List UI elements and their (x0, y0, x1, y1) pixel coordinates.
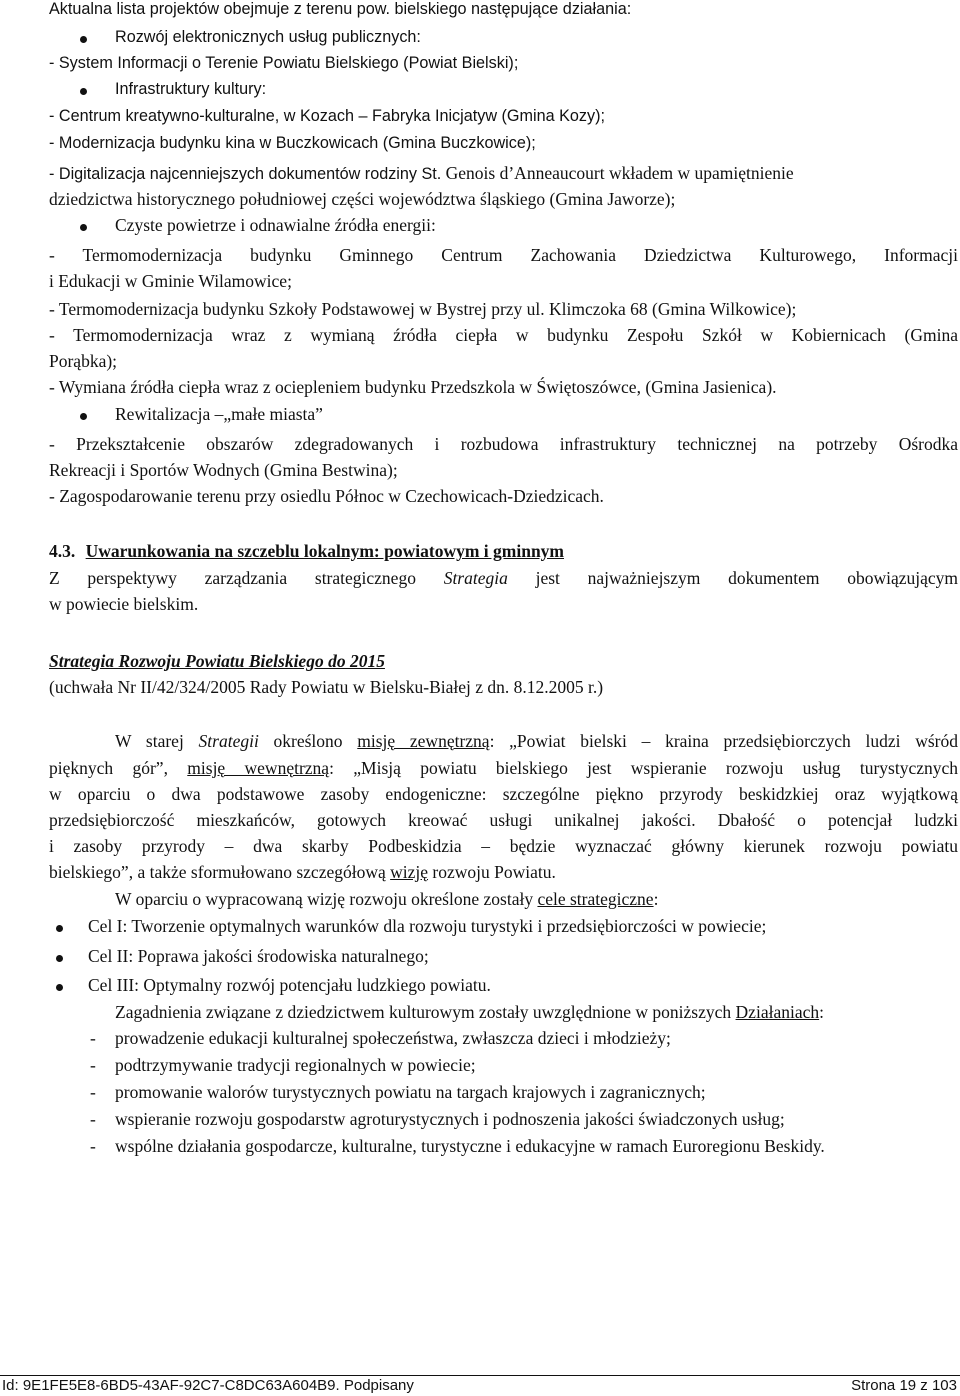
text-run: określono (258, 731, 358, 751)
paragraph-line: przedsiębiorczość mieszkańców, gotowych kreować usługi unikalnej jakości. Dbałość o potencjał ludzki (49, 810, 958, 830)
project-line (49, 160, 958, 186)
text-run: W starej (115, 731, 199, 751)
section-paragraph-line: w powiecie bielskim. (49, 594, 199, 614)
category-culture: Infrastruktury kultury: (115, 80, 267, 98)
category-e-services: Rozwój elektronicznych usług publicznych: (115, 28, 421, 46)
text-run: Z perspektywy zarządzania strategicznego (49, 568, 444, 588)
intro-line: Aktualna lista projektów obejmuje z terenu pow. bielskiego następujące działania: (49, 0, 632, 18)
text-run: : (819, 1002, 824, 1022)
action-item: wspieranie rozwoju gospodarstw agroturystycznych i podnoszenia jakości świadczonych usług; (115, 1109, 785, 1129)
section-title: Uwarunkowania na szczeblu lokalnym: powiatowym i gminnym (85, 541, 565, 561)
project-line: - System Informacji o Terenie Powiatu Bielskiego (Powiat Bielski); (49, 54, 519, 72)
section-number: 4.3. (49, 541, 76, 561)
dash-marker: - (90, 1109, 96, 1129)
project-line: - Przekształcenie obszarów zdegradowanych i rozbudowa infrastruktury technicznej na potrzeby Ośrodka (49, 434, 958, 454)
text-run: pięknych gór”, (49, 758, 188, 778)
goal-item: Cel III: Optymalny rozwój potencjału ludzkiego powiatu. (88, 975, 491, 995)
section-heading (49, 538, 958, 564)
text-run: : (653, 889, 659, 909)
text-run: bielskiego”, a także sformułowano szczegółową (49, 862, 391, 882)
dash-marker: - (90, 1028, 96, 1048)
paragraph-line: w oparciu o dwa podstawowe zasoby endogeniczne: szczególne piękno przyrody beskidzkiej oraz wyjątkową (49, 784, 958, 804)
strategy-resolution: (uchwała Nr II/42/324/2005 Rady Powiatu w Bielsku-Białej z dn. 8.12.2005 r.) (49, 677, 604, 697)
text-run: : „Misją powiatu bielskiego jest wspieranie rozwoju usług turystycznych (329, 758, 959, 778)
bullet-icon (56, 925, 63, 932)
bullet-icon (80, 36, 87, 43)
project-line: i Edukacji w Gminie Wilamowice; (49, 271, 292, 291)
action-item: prowadzenie edukacji kulturalnej społeczeństwa, zwłaszcza dzieci i młodzieży; (115, 1028, 671, 1048)
category-clean-air: Czyste powietrze i odnawialne źródła energii: (115, 215, 436, 235)
paragraph-line (49, 859, 958, 885)
paragraph-line (115, 886, 958, 912)
text-run-underlined: misję zewnętrzną (357, 731, 490, 751)
project-line: - Termomodernizacja wraz z wymianą źródła ciepła w budynku Zespołu Szkół w Kobiernicach (Gmina (49, 325, 958, 345)
project-line-part: - Digitalizacja najcenniejszych dokumentów rodziny St. (49, 165, 442, 183)
bullet-icon (56, 955, 63, 962)
bullet-icon (80, 413, 87, 420)
text-run-italic: Strategia (443, 568, 508, 588)
text-run: rozwoju Powiatu. (428, 862, 556, 882)
paragraph-line (115, 728, 958, 754)
dash-marker: - (90, 1136, 96, 1156)
footer-page-number: Strona 19 z 103 (851, 1377, 957, 1394)
actions-intro (115, 999, 958, 1025)
project-line: - Zagospodarowanie terenu przy osiedlu Północ w Czechowicach-Dziedzicach. (49, 486, 604, 506)
project-line: dziedzictwa historycznego południowej części województwa śląskiego (Gmina Jaworze); (49, 189, 676, 209)
project-line: - Wymiana źródła ciepła wraz z ociepleniem budynku Przedszkola w Świętoszówce, (Gmina Jasienica). (49, 377, 777, 397)
text-run-italic: Strategii (198, 731, 259, 751)
action-item: promowanie walorów turystycznych powiatu na targach krajowych i zagranicznych; (115, 1082, 706, 1102)
dash-marker: - (90, 1082, 96, 1102)
project-line: - Centrum kreatywno-kulturalne, w Kozach – Fabryka Inicjatyw (Gmina Kozy); (49, 107, 605, 125)
text-run: Zagadnienia związane z dziedzictwem kulturowym zostały uwzględnione w poniższych (115, 1002, 736, 1022)
text-run-underlined: wizję (390, 862, 429, 882)
goal-item: Cel I: Tworzenie optymalnych warunków dla rozwoju turystyki i przedsiębiorczości w powiecie; (88, 916, 767, 936)
text-run-underlined: misję wewnętrzną (187, 758, 330, 778)
action-item: podtrzymywanie tradycji regionalnych w powiecie; (115, 1055, 476, 1075)
project-line-part: Genois d’Anneaucourt wkładem w upamiętnienie (445, 163, 794, 183)
footer-divider (0, 1375, 960, 1376)
text-run-underlined: Działaniach (735, 1002, 820, 1022)
goal-item: Cel II: Poprawa jakości środowiska naturalnego; (88, 946, 429, 966)
project-line: - Modernizacja budynku kina w Buczkowicach (Gmina Buczkowice); (49, 134, 536, 152)
project-line: - Termomodernizacja budynku Gminnego Centrum Zachowania Dziedzictwa Kulturowego, Informacji (49, 245, 958, 265)
bullet-icon (80, 88, 87, 95)
section-paragraph-line (49, 565, 958, 591)
paragraph-line (49, 755, 958, 781)
category-revitalization: Rewitalizacja –„małe miasta” (115, 404, 323, 424)
footer-document-id: Id: 9E1FE5E8-6BD5-43AF-92C7-C8DC63A604B9. Podpisany (2, 1377, 414, 1394)
strategy-title: Strategia Rozwoju Powiatu Bielskiego do 2015 (49, 651, 385, 671)
project-line: Rekreacji i Sportów Wodnych (Gmina Bestwina); (49, 460, 398, 480)
bullet-icon (56, 984, 63, 991)
text-run: : „Powiat bielski – kraina przedsiębiorczych ludzi wśród (489, 731, 958, 751)
project-line: - Termomodernizacja budynku Szkoły Podstawowej w Bystrej przy ul. Klimczoka 68 (Gmina Wilkowice); (49, 299, 797, 319)
paragraph-line: i zasoby przyrody – dwa skarby Podbeskidzia – będzie wyznaczać główny kierunek rozwoju powiatu (49, 836, 958, 856)
text-run: jest najważniejszym dokumentem obowiązującym (507, 568, 959, 588)
action-item: wspólne działania gospodarcze, kulturalne, turystyczne i edukacyjne w ramach Euroregionu Beskidy. (115, 1136, 825, 1156)
dash-marker: - (90, 1055, 96, 1075)
bullet-icon (80, 224, 87, 231)
text-run-underlined: cele strategiczne (537, 889, 654, 909)
text-run: W oparciu o wypracowaną wizję rozwoju określone zostały (115, 889, 538, 909)
project-line: Porąbka); (49, 351, 118, 371)
